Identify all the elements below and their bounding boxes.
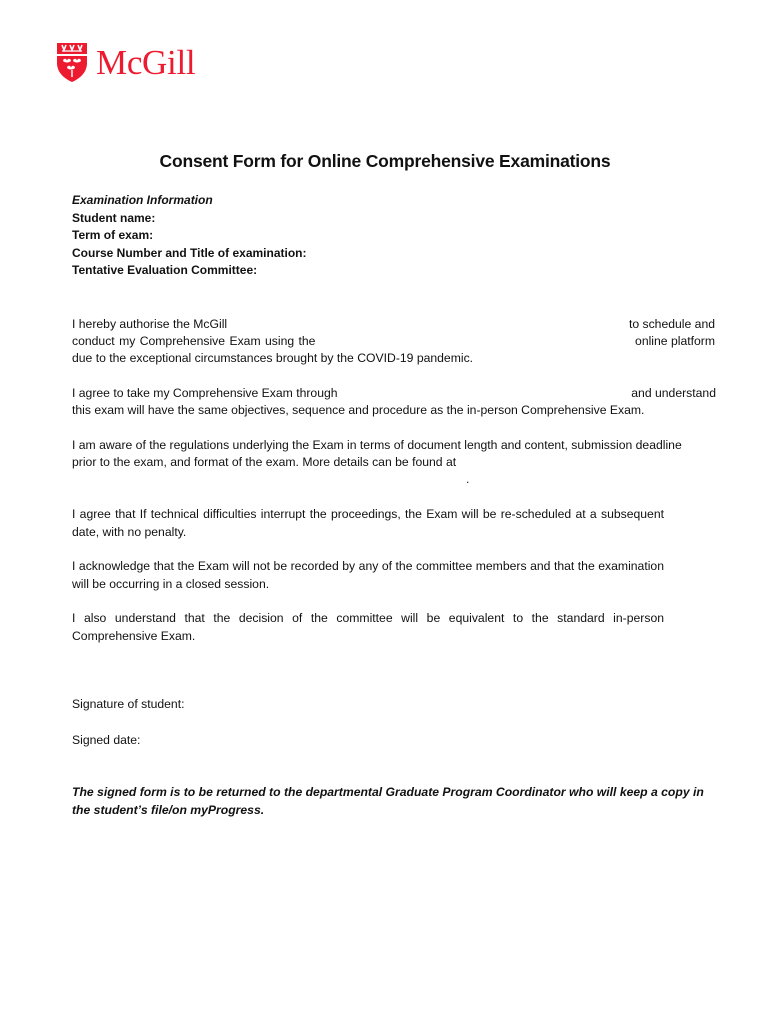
technical-difficulties-paragraph: I agree that If technical difficulties interrupt the proceedings, the Exam will be re-scheduled at a subsequent date, with no penalty. — [72, 507, 664, 539]
student-name-label: Student name: — [72, 210, 156, 225]
agree-take-line1-left: I agree to take my Comprehensive Exam through — [72, 386, 338, 400]
term-of-exam-label: Term of exam: — [72, 228, 154, 242]
signature-of-student-label: Signature of student: — [72, 697, 185, 711]
exam-info-section — [72, 192, 306, 280]
aware-line2: prior to the exam, and format of the exam. More details can be found at — [72, 455, 457, 469]
footer-note: The signed form is to be returned to the departmental Graduate Program Coordinator who will keep a copy in the student’s file/on myProgress. — [72, 785, 704, 817]
authorise-line1-right: to schedule and — [628, 317, 715, 331]
mcgill-crest-icon — [55, 41, 89, 83]
committee-decision-paragraph: I also understand that the decision of the committee will be equivalent to the standard in-person Comprehensive Exam. — [72, 611, 664, 643]
aware-line1: I am aware of the regulations underlying the Exam in terms of document length and content, submission deadline — [72, 438, 682, 452]
exam-info-heading: Examination Information — [72, 193, 213, 207]
course-number-title-label: Course Number and Title of examination: — [72, 245, 307, 260]
agree-take-line2: this exam will have the same objectives, sequence and procedure as the in-person Comprehensive Exam. — [72, 403, 645, 417]
agree-take-line1-right: and understand — [631, 386, 716, 400]
authorise-line2-right: online platform — [635, 334, 715, 348]
mcgill-logo — [55, 41, 195, 83]
mcgill-wordmark: McGill — [96, 42, 196, 82]
authorise-line2-left: conduct my Comprehensive Exam using the — [72, 334, 316, 348]
form-title: Consent Form for Online Comprehensive Examinations — [159, 151, 611, 171]
signed-date-label: Signed date: — [72, 733, 141, 747]
authorise-line1-left: I hereby authorise the McGill — [72, 317, 228, 331]
aware-line3: . — [466, 472, 470, 486]
not-recorded-paragraph: I acknowledge that the Exam will not be recorded by any of the committee members and that the examination will be occurring in a closed session. — [72, 559, 664, 591]
evaluation-committee-label: Tentative Evaluation Committee: — [72, 263, 258, 277]
authorise-line3: due to the exceptional circumstances brought by the COVID-19 pandemic. — [72, 351, 474, 365]
